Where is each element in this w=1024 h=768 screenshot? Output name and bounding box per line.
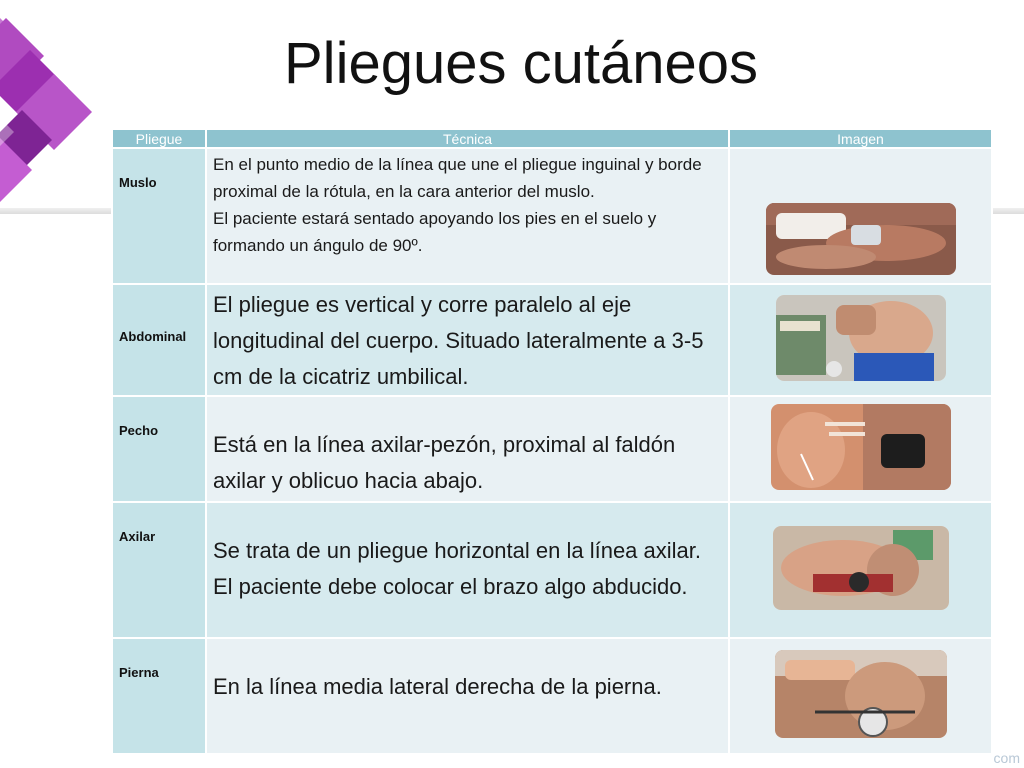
tech-text: El paciente estará sentado apoyando los pies en el suelo y formando un ángulo de 90º. [213, 209, 657, 255]
header-tecnica: Técnica [207, 130, 728, 147]
abdominal-skinfold-photo [776, 295, 946, 381]
chest-skinfold-photo [771, 404, 951, 490]
axillary-skinfold-photo [773, 526, 949, 610]
row-image-abdominal [730, 285, 991, 395]
row-tech-axilar: Se trata de un pliegue horizontal en la línea axilar. El paciente debe colocar el brazo algo abducido. [207, 503, 728, 637]
row-name-pierna: Pierna [113, 639, 205, 753]
table-row [113, 397, 991, 501]
table-row [113, 149, 991, 283]
tech-text: En el punto medio de la línea que une el pliegue inguinal y borde proximal de la rótula, en la cara anterior del muslo. [213, 155, 702, 201]
row-image-axilar [730, 503, 991, 637]
row-tech-muslo [207, 149, 728, 283]
row-name-abdominal: Abdominal [113, 285, 205, 395]
row-image-pierna [730, 639, 991, 753]
header-pliegue: Pliegue [113, 130, 205, 147]
skinfold-table [111, 128, 993, 755]
table-row [113, 285, 991, 395]
table-row [113, 639, 991, 753]
leg-skinfold-photo [775, 650, 947, 738]
watermark: com [993, 750, 1020, 766]
row-name-pecho: Pecho [113, 397, 205, 501]
row-name-muslo: Muslo [113, 149, 205, 283]
row-image-pecho [730, 397, 991, 501]
row-tech-abdominal: El pliegue es vertical y corre paralelo al eje longitudinal del cuerpo. Situado lateralmente a 3-5 cm de la cicatriz umbilical. [207, 285, 728, 395]
slide-title: Pliegues cutáneos [284, 31, 758, 96]
row-name-axilar: Axilar [113, 503, 205, 637]
row-image-muslo [730, 149, 991, 283]
header-imagen: Imagen [730, 130, 991, 147]
table-row [113, 503, 991, 637]
row-tech-pierna: En la línea media lateral derecha de la pierna. [207, 639, 728, 753]
row-tech-pecho: Está en la línea axilar-pezón, proximal al faldón axilar y oblicuo hacia abajo. [207, 397, 728, 501]
thigh-skinfold-photo [766, 203, 956, 275]
